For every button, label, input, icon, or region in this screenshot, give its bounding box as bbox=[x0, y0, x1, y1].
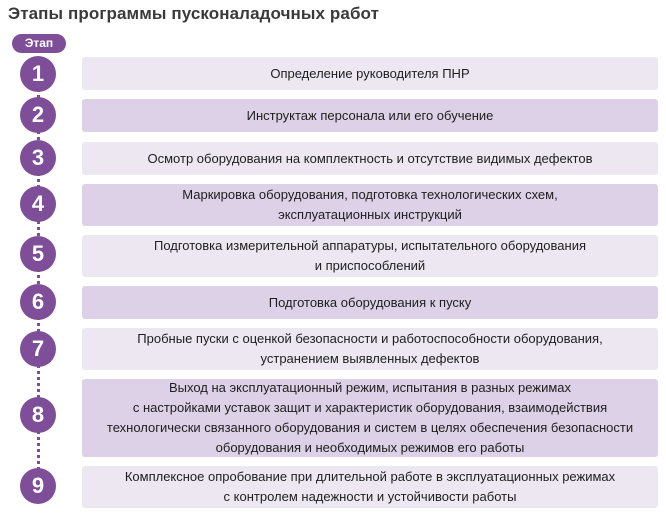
stage-badge: Этап bbox=[12, 34, 66, 53]
step-box-8 bbox=[82, 379, 658, 457]
step-text-2: Инструктаж персонала или его обучение bbox=[246, 107, 494, 123]
step-number-5: 5 bbox=[20, 236, 56, 272]
step-box-4 bbox=[82, 184, 658, 226]
step-text-9: Комплексное опробование при длительной работе в эксплуатационных режимах с контролем надежности и устойчивости работы bbox=[124, 469, 616, 504]
step-text-5: Подготовка измерительной аппаратуры, испытательного оборудования и приспособлений bbox=[153, 238, 587, 273]
step-number-4: 4 bbox=[20, 186, 56, 222]
step-box-3 bbox=[82, 142, 658, 175]
page-title: Этапы программы пусконаладочных работ bbox=[8, 4, 380, 23]
step-text-6: Подготовка оборудования к пуску bbox=[268, 294, 472, 310]
step-box-2 bbox=[82, 99, 658, 132]
step-box-6 bbox=[82, 286, 658, 319]
step-box-5 bbox=[82, 235, 658, 277]
step-number-9: 9 bbox=[20, 468, 56, 504]
step-number-1: 1 bbox=[20, 56, 56, 92]
step-box-9 bbox=[82, 466, 658, 508]
step-text-1: Определение руководителя ПНР bbox=[270, 65, 470, 81]
step-text-4: Маркировка оборудования, подготовка технологических схем, эксплуатационных инструкций bbox=[182, 187, 558, 222]
step-box-7 bbox=[82, 328, 658, 370]
step-text-8: Выход на эксплуатационный режим, испытания в разных режимах с настройками уставок защит и характеристик оборудования, взаимодействия технологически связанного оборудования и систем в целях обеспечения безопасности оборудования и необходимых режимов его работы bbox=[106, 380, 634, 455]
step-number-6: 6 bbox=[20, 284, 56, 320]
step-number-3: 3 bbox=[20, 140, 56, 176]
step-number-2: 2 bbox=[20, 97, 56, 133]
step-number-7: 7 bbox=[20, 331, 56, 367]
step-text-3: Осмотр оборудования на комплектность и отсутствие видимых дефектов bbox=[147, 150, 593, 166]
step-text-7: Пробные пуски с оценкой безопасности и работоспособности оборудования, устранением выявленных дефектов bbox=[137, 331, 603, 366]
step-box-1 bbox=[82, 57, 658, 90]
step-number-8: 8 bbox=[20, 397, 56, 433]
